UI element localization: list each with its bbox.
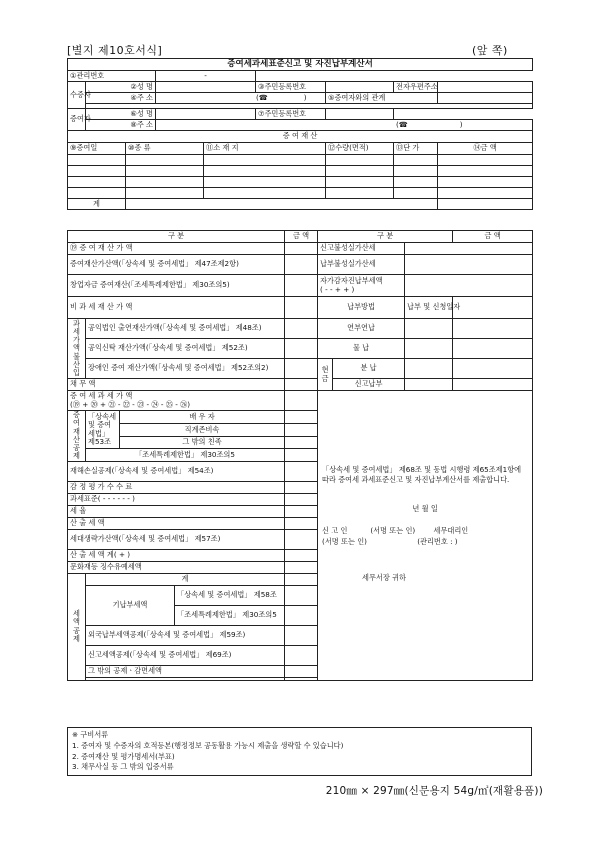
property-cell[interactable] (68, 166, 126, 177)
property-cell[interactable] (438, 188, 533, 199)
date-field[interactable] (405, 379, 453, 391)
amount-field[interactable] (405, 275, 533, 297)
required-documents (67, 727, 532, 776)
declaration-date[interactable]: 년 월 일 (412, 503, 438, 513)
payment-method-value: 납부 및 신청일자 (405, 297, 453, 319)
in-kind-payment-label: 물 납 (318, 339, 405, 359)
calculated-tax-total-label: 산 출 세 액 계( + ) (68, 549, 285, 561)
tax-computation-table (67, 230, 533, 681)
document-item: 2. 증여재산 및 평가명세서(부표) (72, 751, 175, 761)
property-cell[interactable] (126, 177, 204, 188)
property-cell[interactable] (438, 166, 533, 177)
bad-report-penalty-label: 신고불성실가산세 (318, 243, 405, 255)
agent-label: 세무대리인 (433, 526, 469, 536)
prepaid-law-1: 「상속세 및 증여세법」 제58조 (175, 585, 285, 605)
amount-field[interactable] (285, 255, 318, 275)
self-payment-label: 자가감자진납부세액 ( - - + + ) (318, 275, 405, 297)
donor-name-field[interactable] (156, 109, 256, 120)
amount-field[interactable] (285, 493, 318, 505)
document-item: 1. 증여자 및 수증자의 호적등본(행정정보 공동활용 가능시 제출을 생략할 수 있습니다) (72, 740, 344, 750)
tax-base-label: 과세표준( - - - - - - ) (68, 493, 285, 505)
property-cell[interactable] (394, 188, 438, 199)
donee-address-field[interactable]: (☎ ) (156, 93, 326, 104)
credit-total-label: 계 (86, 573, 285, 585)
amount-field[interactable] (285, 339, 318, 359)
amount-field[interactable] (285, 275, 318, 297)
donee-email-label: 전자우편주소 (394, 82, 438, 93)
excluded-value-label: 과 세 가액 불산입 (68, 319, 86, 379)
generation-skip-label: 세대생략가산액(「상속세 및 증여세법」 제57조) (68, 529, 285, 549)
amount-field[interactable] (285, 549, 318, 561)
head-division-left: 구 분 (68, 231, 285, 243)
declaration-text: 「상속세 및 증여세법」 제68조 및 동법 시행령 제65조제1항에 따라 증여세 과세표준신고 및 자진납부계산서를 제출합니다. (322, 465, 522, 485)
amount-field[interactable] (405, 243, 533, 255)
mgmt-number-field[interactable]: - (156, 71, 256, 82)
head-amount-right: 금 액 (453, 231, 533, 243)
property-cell[interactable] (326, 155, 394, 166)
filer-sign[interactable]: (서명 또는 인) (370, 526, 416, 536)
paper-size-note: 210㎜ × 297㎜(신문용지 54g/㎡(재활용품)) (325, 785, 543, 797)
donee-relation-field[interactable] (438, 93, 533, 104)
date-field[interactable] (405, 339, 453, 359)
donee-email-field[interactable] (438, 82, 533, 93)
property-section-title: 증 여 재 산 (68, 131, 533, 143)
yearly-installment-label: 연부연납 (318, 319, 405, 339)
filer-label: 신 고 인 (322, 526, 348, 536)
appraisal-fee-label: 감 정 평 가 수 수 료 (68, 481, 285, 493)
amount-field[interactable] (453, 379, 533, 391)
property-total-label: 계 (68, 199, 126, 210)
amount-field[interactable] (285, 645, 318, 665)
phone-icon: (☎ (256, 92, 268, 102)
col-location: ⑪소 재 지 (204, 143, 326, 155)
split-payment-label: 분 납 (333, 359, 405, 379)
property-cell[interactable] (204, 155, 326, 166)
added-value-label: 증여재산가산액(「상속세 및 증여세법」 제47조제2항) (68, 255, 285, 275)
head-amount-left: 금 액 (285, 231, 318, 243)
report-payment-label: 신고납부 (333, 379, 405, 391)
amount-field[interactable] (285, 449, 318, 461)
spouse-label: 배 우 자 (120, 411, 285, 424)
foreign-tax-credit-label: 외국납부세액공제(「상속세 및 증여세법」 제59조) (86, 625, 285, 645)
startup-law-label: 「조세특례제한법」 제30조의5 (86, 449, 285, 461)
phone-icon: (☎ (396, 119, 408, 129)
amount-field[interactable] (285, 461, 318, 481)
disaster-deduction-label: 재해손실공제(「상속세 및 증여세법」 제54조) (68, 461, 285, 481)
amount-field[interactable] (285, 573, 318, 585)
agent-mgmt-number[interactable]: (관리번호 : ) (417, 536, 458, 546)
amount-field[interactable] (453, 359, 533, 379)
tax-rate-label: 세 율 (68, 505, 285, 517)
amount-field[interactable] (285, 605, 318, 625)
amount-field[interactable] (285, 359, 318, 379)
col-quantity: ⑫수량(면적) (326, 143, 394, 155)
form-title: 증여세과세표준신고 및 자진납부계산서 (68, 59, 533, 71)
amount-field[interactable] (285, 529, 318, 549)
prepaid-law-2: 「조세특례제한법」 제30조의5 (175, 605, 285, 625)
property-cell[interactable] (126, 155, 204, 166)
bad-payment-penalty-label: 납부불성실가산세 (318, 255, 405, 275)
documents-heading: ※ 구비서류 (72, 730, 109, 739)
property-cell[interactable] (326, 166, 394, 177)
property-cell[interactable] (394, 155, 438, 166)
amount-field[interactable] (285, 423, 318, 436)
amount-field[interactable] (453, 339, 533, 359)
donee-name-label: ②성 명 (86, 82, 156, 93)
prepaid-tax-label: 기납부세액 (86, 585, 175, 625)
donee-relation-label: ⑤증여자와의 관계 (326, 93, 438, 104)
col-kind: ⑩종 류 (126, 143, 204, 155)
other-relative-label: 그 밖의 친족 (120, 436, 285, 449)
property-cell[interactable] (126, 188, 204, 199)
property-cell[interactable] (438, 177, 533, 188)
document-item: 3. 채무사실 등 그 밖의 입증서류 (72, 762, 174, 772)
donor-rrn-field[interactable] (326, 109, 394, 120)
public-contribution-label: 공익법인 출연재산가액(「상속세 및 증여세법」 제48조) (86, 319, 285, 339)
amount-field[interactable] (285, 517, 318, 529)
donor-name-label: ⑥성 명 (86, 109, 156, 120)
calculated-tax-label: 산 출 세 액 (68, 517, 285, 529)
donor-address-label: ⑧주 소 (86, 120, 156, 131)
filer-row (322, 526, 528, 536)
property-cell[interactable] (326, 177, 394, 188)
declaration-block (318, 391, 533, 681)
deduction-label: 증여재산 공제 (68, 411, 86, 462)
property-cell[interactable] (326, 188, 394, 199)
donee-rrn-label: ③주민등록번호 (256, 82, 326, 93)
other-credit-label: 그 밖의 공제ㆍ감면세액 (86, 665, 285, 677)
taxable-value-label: 증 여 세 과 세 가 액 (⑲ + ⑳ + ㉑ - ㉒ - ㉓ - ㉔ - ㉕ - ㉖) (68, 391, 285, 411)
cultural-deferral-label: 문화재등 징수유예세액 (68, 561, 285, 573)
deduction-law: 「상속세 및 증여세법」 제53조 (86, 411, 120, 449)
property-cell[interactable] (394, 177, 438, 188)
agent-row (322, 537, 528, 547)
disabled-person-label: 장애인 증여 재산가액(「상속세 및 증여세법」 제52조의2) (86, 359, 285, 379)
recipient: 세무서장 귀하 (362, 573, 406, 583)
amount-field[interactable] (405, 255, 533, 275)
donee-address-label: ④주 소 (86, 93, 156, 104)
property-cell[interactable] (204, 177, 326, 188)
property-cell[interactable] (126, 166, 204, 177)
startup-fund-label: 창업자금 증여재산(「조세특례제한법」 제30조의5) (68, 275, 285, 297)
property-cell[interactable] (204, 166, 326, 177)
amount-field[interactable] (285, 319, 318, 339)
col-amount: ⑭금 액 (438, 143, 533, 155)
mgmt-number-label: ①관리번호 (68, 71, 156, 82)
amount-field[interactable] (453, 319, 533, 339)
donee-label: 수증자 (68, 82, 86, 109)
donor-rrn-label: ⑦주민등록번호 (256, 109, 326, 120)
property-cell[interactable] (68, 188, 126, 199)
amount-field[interactable] (285, 391, 318, 411)
upper-form-table (67, 58, 533, 210)
amount-field[interactable] (285, 243, 318, 255)
property-cell[interactable] (68, 177, 126, 188)
amount-field[interactable] (285, 411, 318, 424)
form-number: [별지 제10호서식] (67, 44, 163, 57)
col-gift-date: ⑨증여일 (68, 143, 126, 155)
public-trust-label: 공익신탁 재산가액(「상속세 및 증여세법」 제52조) (86, 339, 285, 359)
amount-field[interactable] (285, 665, 318, 677)
page-side: (앞 쪽) (472, 44, 508, 57)
payment-method-label: 납부방법 (318, 297, 405, 319)
donee-name-field[interactable] (156, 82, 256, 93)
amount-field[interactable] (285, 436, 318, 449)
cash-label: 현금 (318, 359, 333, 391)
report-tax-credit-label: 신고세액공제(「상속세 및 증여세법」 제69조) (86, 645, 285, 665)
gift-property-value-label: ⑲ 증 여 재 산 가 액 (68, 243, 285, 255)
property-total-amount[interactable] (438, 199, 533, 210)
tax-credit-label: 세액 공제 (68, 573, 86, 680)
debt-label: 채 무 액 (68, 379, 285, 391)
amount-field[interactable] (285, 297, 318, 319)
property-cell[interactable] (394, 166, 438, 177)
property-cell[interactable] (438, 155, 533, 166)
date-field[interactable] (405, 359, 453, 379)
amount-field[interactable] (285, 625, 318, 645)
nontaxable-value-label: 비 과 세 재 산 가 액 (68, 297, 285, 319)
amount-field[interactable] (285, 505, 318, 517)
amount-field[interactable] (285, 561, 318, 573)
date-field[interactable] (405, 319, 453, 339)
donee-rrn-field[interactable] (326, 82, 394, 93)
donor-address-field[interactable]: (☎ ) (156, 120, 533, 131)
head-division-right: 구 분 (318, 231, 453, 243)
amount-field[interactable] (285, 379, 318, 391)
property-cell[interactable] (68, 155, 126, 166)
lineal-label: 직계존비속 (120, 423, 285, 436)
donor-label: 증여자 (68, 109, 86, 131)
amount-field[interactable] (285, 585, 318, 605)
amount-field[interactable] (285, 481, 318, 493)
property-cell[interactable] (204, 188, 326, 199)
col-unit-price: ⑬단 가 (394, 143, 438, 155)
agent-sign[interactable]: (서명 또는 인) (322, 536, 367, 546)
